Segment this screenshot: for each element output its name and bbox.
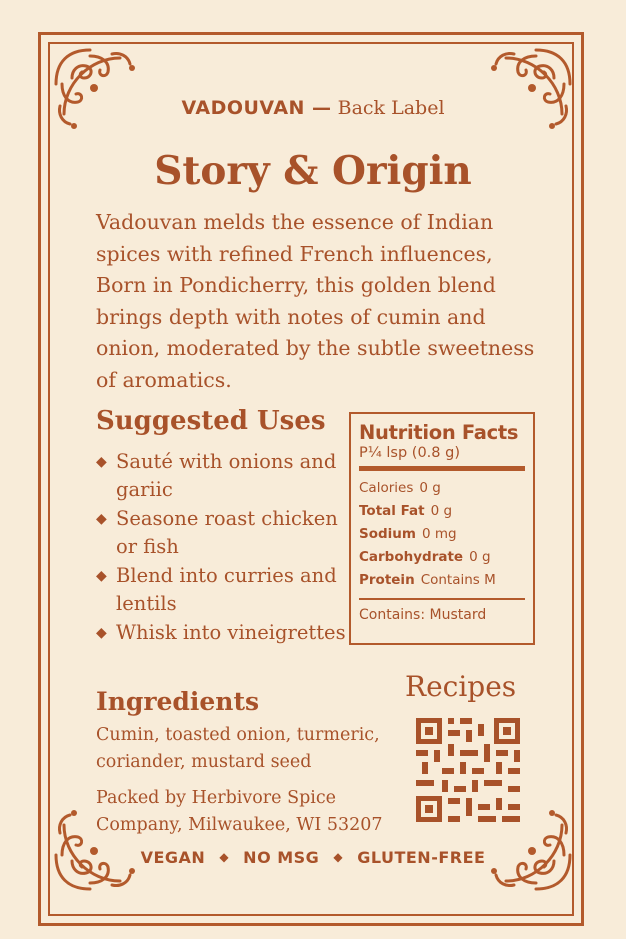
allergen-statement: Contains: Mustard xyxy=(359,607,487,623)
list-item: ◆ Sauté with onions and gariic xyxy=(96,450,337,501)
diamond-bullet-icon: ◆ xyxy=(96,511,107,527)
diamond-bullet-icon: ◆ xyxy=(96,568,107,584)
nutrition-row-carbohydrate: Carbohydrate 0 g xyxy=(359,549,491,565)
story-body: Vadouvan melds the essence of Indian spices with refined French influences, Born in Pondicherry, this golden blend brings depth with notes of cumin and onion, moderated by the subtle sweetness of aromatics. xyxy=(96,210,535,392)
recipes-title: Recipes xyxy=(405,670,517,703)
corner-ornament-icon xyxy=(50,44,140,134)
dietary-claims xyxy=(0,848,626,867)
label-type: Back Label xyxy=(337,97,445,119)
nutrition-title: Nutrition Facts xyxy=(359,421,519,444)
diamond-bullet-icon: ◆ xyxy=(96,454,107,470)
diamond-separator-icon: ◆ xyxy=(219,850,230,864)
diamond-separator-icon: ◆ xyxy=(333,850,344,864)
list-item: ◆ Blend into curries and lentils xyxy=(96,564,337,615)
nutrition-row-total-fat: Total Fat 0 g xyxy=(359,503,453,519)
claim-vegan: VEGAN xyxy=(140,848,206,867)
nutrition-row-calories: Calories 0 g xyxy=(359,480,441,496)
claim-no-msg: NO MSG xyxy=(243,848,320,867)
serving-size: P¼ lsp (0.8 g) xyxy=(359,445,460,461)
list-item: ◆ Whisk into vineigrettes xyxy=(96,619,346,647)
nutrition-rule xyxy=(359,598,525,600)
nutrition-row-protein: Protein Contains M xyxy=(359,572,496,588)
ingredients-title: Ingredients xyxy=(96,687,260,716)
label-header xyxy=(0,97,626,119)
claim-gluten-free: GLUTEN-FREE xyxy=(357,848,486,867)
story-title: Story & Origin xyxy=(154,148,472,194)
ingredients-text: Cumin, toasted onion, turmeric, coriander, mustard seed xyxy=(96,725,380,772)
corner-ornament-icon xyxy=(486,44,576,134)
uses-list xyxy=(96,448,346,648)
nutrition-row-sodium: Sodium 0 mg xyxy=(359,526,457,542)
packer-info: Packed by Herbivore Spice Company, Milwaukee, WI 53207 xyxy=(96,788,383,835)
nutrition-facts-panel xyxy=(349,412,535,645)
brand-name: VADOUVAN — xyxy=(181,97,332,119)
nutrition-divider xyxy=(359,466,525,471)
diamond-bullet-icon: ◆ xyxy=(96,625,107,641)
uses-title: Suggested Uses xyxy=(96,406,326,436)
qr-code-icon[interactable] xyxy=(414,716,522,824)
list-item: ◆ Seasone roast chicken or fish xyxy=(96,507,338,558)
